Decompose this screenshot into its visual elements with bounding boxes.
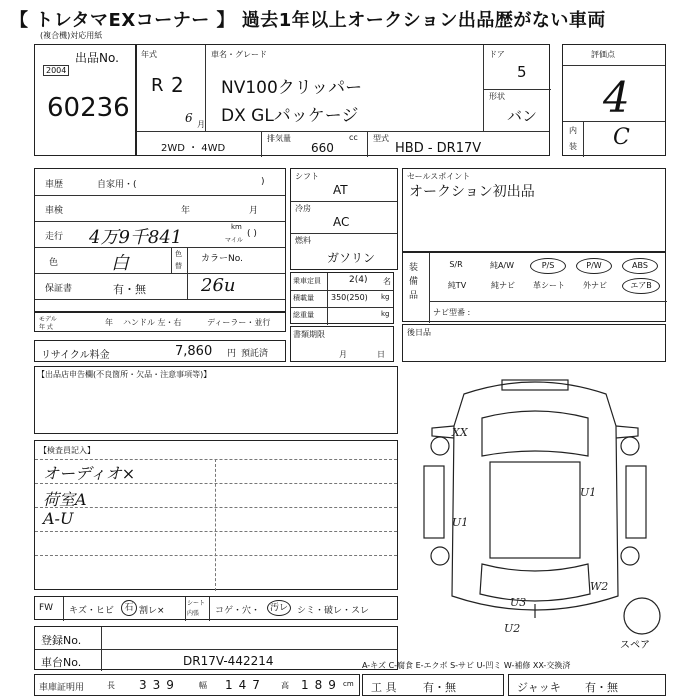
mileage-unit-mile: マイル	[225, 237, 243, 244]
model-name: NV100クリッパー	[221, 78, 363, 98]
color-change-2: 替	[175, 262, 182, 270]
mileage-unit-km: km	[231, 223, 242, 231]
inspector-note-1: オーディオ×	[43, 464, 136, 483]
diagram-mark-4: W2	[590, 580, 609, 593]
displacement-unit: cc	[349, 133, 358, 142]
name-label: 車名・グレード	[211, 50, 267, 59]
year-month-unit: 月	[197, 120, 205, 129]
diagram-mark-3: U1	[580, 486, 597, 499]
equipment-option: 純ナビ	[491, 281, 515, 290]
inspector-note-3: A-U	[43, 509, 74, 528]
diagram-mark-5: U3	[510, 596, 527, 609]
model-year-label-1: モデル	[39, 316, 57, 323]
sales-point-value: オークション初出品	[409, 184, 535, 200]
sales-point-label: セールスポイント	[407, 172, 471, 181]
sales-point-box	[402, 168, 666, 252]
dims-width: 147	[225, 678, 266, 692]
seat-stain: シミ・破レ・スレ	[297, 606, 370, 616]
year-era: R	[151, 75, 164, 96]
history-label: 車歴	[45, 180, 64, 190]
color-change-1: 色	[175, 250, 182, 258]
jack-box	[508, 674, 666, 696]
equipment-option: P/S	[530, 258, 566, 274]
vehicle-box	[136, 44, 550, 156]
inspector-label: 【検査員記入】	[39, 446, 95, 455]
fw-row	[34, 596, 398, 620]
year-label: 年式	[141, 50, 157, 59]
interior-label-2: 装	[569, 142, 577, 151]
equipment-option: 純TV	[447, 281, 467, 290]
color-code-label: カラーNo.	[201, 254, 243, 264]
equipment-label: 装備品	[409, 263, 419, 301]
ac-value: AC	[333, 215, 350, 229]
displacement-label: 排気量	[267, 134, 291, 143]
model-year-row	[34, 312, 286, 332]
dims-height: 189	[301, 678, 342, 692]
defects-box	[34, 366, 398, 434]
fw-circle-stone: 石	[121, 600, 137, 616]
registration-box	[34, 626, 398, 670]
dims-label: 車庫証明用	[39, 683, 85, 693]
shift-value: AT	[333, 183, 348, 197]
details-box	[34, 168, 286, 312]
dims-unit: cm	[343, 680, 354, 688]
color-label: 色	[49, 258, 59, 268]
year-month: 6	[185, 111, 193, 125]
dims-width-label: 幅	[199, 681, 207, 690]
aftermarket-label: 後日品	[407, 328, 431, 337]
load-label: 積載量	[293, 294, 314, 302]
inspection-year: 年	[181, 206, 191, 216]
handle-side: ハンドル 左・右	[123, 318, 182, 327]
model-type-label: 型式	[373, 134, 389, 143]
seat-circle-stain: 汚レ	[267, 600, 291, 616]
color-code-value: 26u	[201, 275, 236, 296]
fw-label: FW	[39, 603, 54, 613]
recycle-value: 7,860	[175, 344, 213, 359]
dims-box	[34, 674, 360, 696]
model-year-year: 年	[105, 318, 113, 327]
lot-label: 出品No.	[75, 51, 119, 65]
recycle-row	[34, 340, 286, 362]
spare-label: スペア	[620, 640, 650, 651]
mileage-label: 走行	[45, 232, 64, 242]
recycle-label: リサイクル料金	[41, 350, 110, 361]
equipment-option: 革シート	[533, 281, 565, 290]
inspection-label: 車検	[45, 206, 64, 216]
fw-chip: 割レ×	[139, 606, 165, 616]
load-unit: kg	[381, 293, 390, 301]
fuel-label: 燃料	[295, 236, 311, 245]
interior-value: C	[613, 125, 630, 150]
recycle-note: 預託済	[241, 349, 269, 359]
warranty-value: 有・無	[113, 283, 146, 296]
docs-month: 月	[339, 350, 347, 359]
score-value: 4	[603, 73, 630, 122]
diagram-mark-2: U1	[452, 516, 469, 529]
docs-label: 書類期限	[293, 330, 325, 339]
grade-name: DX GLパッケージ	[221, 106, 359, 126]
diagram-mark-6: U2	[504, 622, 521, 635]
car-diagram	[404, 366, 666, 656]
sub-note: (複合機)対応用紙	[40, 31, 103, 40]
chassis-value: DR17V-442214	[183, 654, 274, 668]
dims-length: 339	[139, 678, 180, 692]
capacity-label: 乗車定員	[293, 277, 321, 285]
dims-height-label: 高	[281, 681, 289, 690]
year-value: 2	[171, 73, 184, 97]
recycle-unit: 円	[227, 349, 237, 359]
lot-number: 60236	[47, 93, 130, 123]
seat-label-1: シート	[187, 600, 206, 607]
inspection-month: 月	[249, 206, 259, 216]
history-close: )	[261, 177, 265, 187]
drive-type: 2WD ・ 4WD	[161, 143, 226, 154]
equipment-option: P/W	[576, 258, 612, 274]
page-title: 【 トレタマEXコーナー 】 過去1年以上オークション出品歴がない車両	[10, 10, 606, 31]
seat-label-2: 内張	[187, 610, 200, 617]
tools-box	[362, 674, 504, 696]
diagram-mark-1: XX	[452, 426, 468, 439]
weight-unit: kg	[381, 310, 390, 318]
warranty-label: 保証書	[45, 284, 73, 294]
model-year-label-2: 年 式	[39, 324, 53, 331]
mileage-value: 4万9千841	[89, 227, 183, 248]
jack-value: 有・無	[585, 681, 618, 694]
body-value: バン	[507, 107, 538, 125]
spec-box	[290, 168, 398, 270]
color-value: 白	[111, 253, 129, 274]
score-label: 評価点	[591, 50, 615, 59]
inspector-box	[34, 440, 398, 590]
score-box	[562, 44, 666, 156]
interior-label-1: 内	[569, 126, 577, 135]
capacity-box	[290, 272, 394, 324]
defect-legend: A-キズ C-腐食 E-エクボ S-サビ U-凹ミ W-補修 XX-交換済	[362, 661, 571, 670]
door-label: ドア	[489, 50, 505, 59]
defects-label: 【出品店申告欄(不良箇所・欠品・注意事項等)】	[37, 370, 212, 379]
fw-scratch: キズ・ヒビ	[69, 606, 114, 616]
seat-burn: コゲ・穴・	[215, 606, 261, 616]
model-type-value: HBD - DR17V	[395, 141, 482, 156]
jack-label: ジャッキ	[517, 681, 561, 694]
history-value: 自家用・(	[97, 180, 137, 190]
dims-length-label: 長	[107, 681, 115, 690]
shift-label: シフト	[295, 172, 319, 181]
registration-label: 登録No.	[41, 634, 82, 647]
ac-label: 冷房	[295, 204, 311, 213]
tools-value: 有・無	[423, 681, 456, 694]
body-label: 形状	[489, 92, 505, 101]
dealer-type: ディーラー・並行	[207, 318, 271, 327]
lot-box	[34, 44, 136, 156]
fuel-value: ガソリン	[327, 251, 376, 265]
tools-label: 工 具	[371, 681, 397, 694]
load-value: 350(250)	[331, 293, 368, 302]
equipment-option: エアB	[622, 278, 660, 294]
displacement-value: 660	[311, 141, 334, 155]
chassis-label: 車台No.	[41, 656, 82, 669]
aftermarket-box	[402, 324, 666, 362]
navi-model-label: ナビ型番 :	[433, 308, 471, 317]
inspector-note-2: 荷室A	[43, 490, 87, 509]
equipment-option: ABS	[622, 258, 658, 274]
capacity-value: 2(4)	[349, 275, 368, 285]
equipment-option: S/R	[449, 260, 463, 269]
docs-box	[290, 326, 394, 362]
equipment-option: 純A/W	[489, 261, 515, 270]
equipment-option: 外ナビ	[583, 281, 607, 290]
door-value: 5	[517, 63, 527, 81]
mileage-paren: ( )	[247, 229, 257, 239]
capacity-unit: 名	[383, 277, 391, 286]
weight-label: 総重量	[293, 311, 314, 319]
lot-stamp: 2004	[43, 65, 69, 76]
docs-day: 日	[377, 350, 385, 359]
